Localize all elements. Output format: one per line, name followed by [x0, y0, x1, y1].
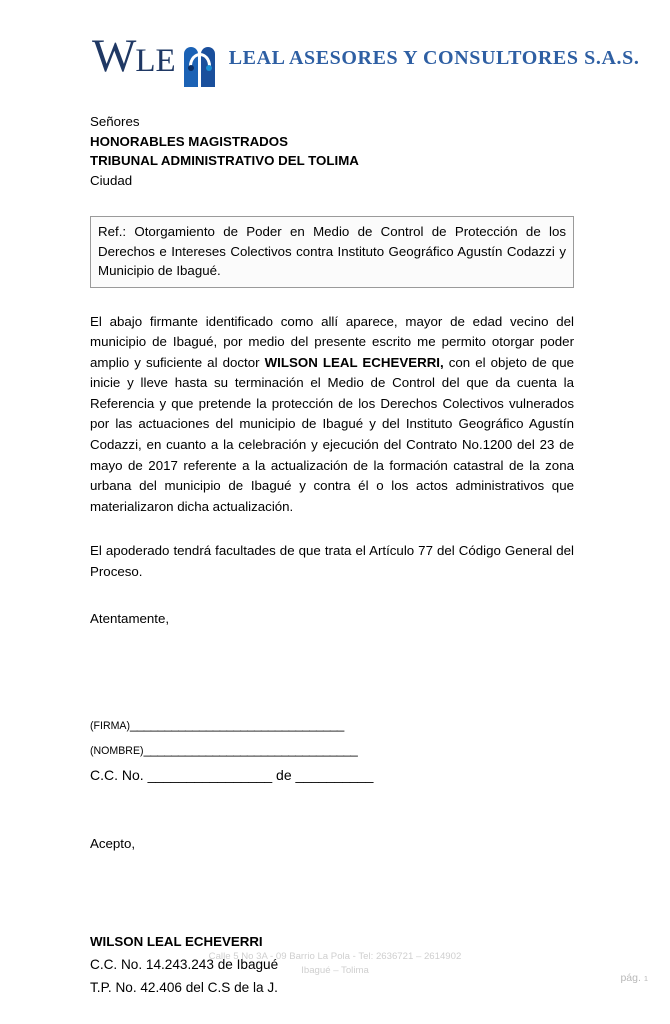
paragraph-1-text-before: El abajo firmante identificado como allí aparece, mayor de edad vecino del municipio de Ibagué, por medio del presente escrito me permito otorgar poder amplio y suficiente al doctor	[90, 313, 574, 370]
logo-initials-le: LE	[135, 42, 176, 79]
page-label: pág.	[620, 972, 641, 984]
stethoscope-arch-icon	[184, 47, 217, 87]
addressee-recipient: HONORABLES MAGISTRADOS	[90, 133, 288, 149]
footer-address: Calle 5 No 3A - 09 Barrio La Pola - Tel: 2636721 – 2614902	[208, 951, 462, 962]
footer-city: Ibagué – Tolima	[301, 964, 369, 976]
page-footer	[0, 950, 670, 977]
firma-blank[interactable]: _______________________________	[130, 716, 344, 732]
company-logo	[92, 29, 176, 82]
signer-tp: T.P. No. 42.406 del C.S de la J.	[90, 979, 278, 995]
addressee-block	[90, 112, 574, 190]
nombre-label: (NOMBRE)	[90, 744, 144, 757]
cc-blank[interactable]: ________________	[147, 766, 273, 783]
addressee-salutation: Señores	[90, 114, 140, 129]
closing-salutation: Atentamente,	[90, 610, 170, 626]
addressee-city: Ciudad	[90, 172, 133, 188]
icon-dot-right	[206, 65, 212, 71]
cc-de-label: de	[276, 766, 292, 783]
body-paragraph-1	[90, 312, 574, 518]
attorney-name-inline: WILSON LEAL ECHEVERRI,	[264, 354, 444, 370]
page-number-value: 1	[643, 974, 648, 983]
cc-label: C.C. No.	[90, 766, 144, 783]
reference-box	[90, 216, 574, 288]
body-paragraph-2: El apoderado tendrá facultades de que trata el Artículo 77 del Código General del Proceso.	[90, 543, 574, 580]
firma-line	[90, 713, 574, 738]
icon-dot-left	[188, 65, 194, 71]
accept-label: Acepto,	[90, 835, 136, 851]
cc-line	[90, 763, 574, 788]
document-body	[90, 112, 574, 999]
nombre-blank[interactable]: _______________________________	[143, 741, 358, 757]
cc-place-blank[interactable]: __________	[295, 766, 374, 783]
page-number	[620, 972, 648, 984]
logo-initial-w: W	[92, 29, 137, 82]
reference-text: Ref.: Otorgamiento de Poder en Medio de Control de Protección de los Derechos e Intereses Colectivos contra Instituto Geográfico Agustín Codazzi y Municipio de Ibagué.	[98, 224, 566, 278]
firma-label: (FIRMA)	[90, 719, 131, 732]
nombre-line	[90, 738, 574, 763]
addressee-institution: TRIBUNAL ADMINISTRATIVO DEL TOLIMA	[90, 153, 359, 168]
signer-name: WILSON LEAL ECHEVERRI	[90, 933, 263, 949]
letterhead	[0, 22, 670, 90]
signer-cc: C.C. No. 14.243.243 de Ibagué	[90, 956, 279, 972]
company-name: LEAL ASESORES Y CONSULTORES S.A.S.	[228, 46, 640, 69]
signature-fields-block	[90, 713, 574, 788]
paragraph-1-text-after: con el objeto de que inicie y lleve hasta su terminación el Medio de Control del que da cuenta la Referencia y que pretende la protección de los Derechos Colectivos vulnerados por las actuaciones del municipio de Ibagué y del Instituto Geográfico Agustín Codazzi, en cuanto a la celebración y ejecución del Contrato No.1200 del 23 de mayo de 2017 referente a la actualización de la formación catastral de la zona urbana del municipio de Ibagué y contra él o los actos administrativos que materializaron dicha actualización.	[90, 354, 574, 514]
